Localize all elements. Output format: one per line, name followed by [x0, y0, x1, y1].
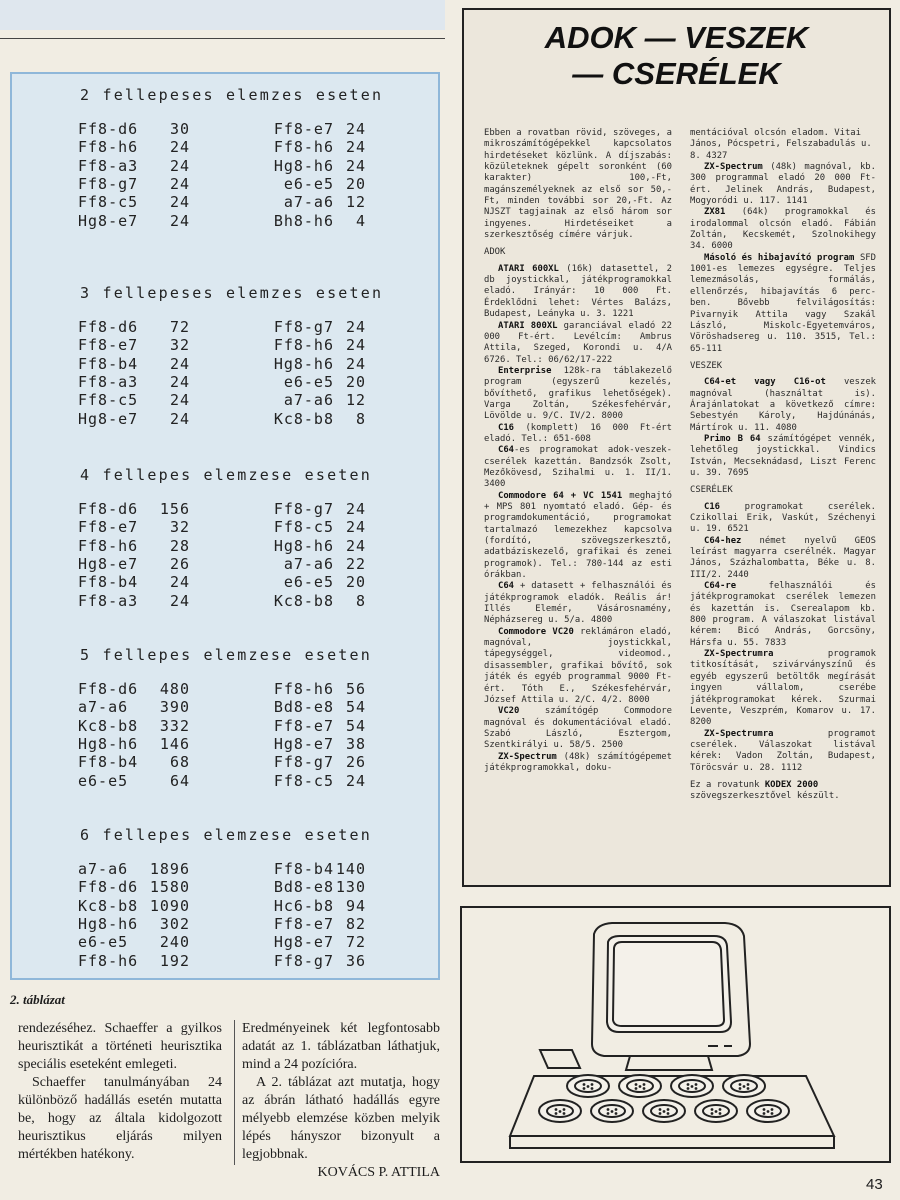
ad-keyword: Másoló és hibajavító program: [704, 252, 855, 263]
key-dot-drawing: [591, 1083, 594, 1086]
count-cell: 8: [355, 591, 366, 610]
count-cell: 24: [169, 156, 190, 175]
count-cell: 24: [345, 336, 366, 355]
move-cell: Ff8-c5: [78, 193, 139, 212]
ad-text: reklámáron eladó, magnóval, joystickkal, tápegységgel, videomod., disassembler, grafikai bővítő, sok játék és egyéb programmal 9000 Ft-ért. Tóth E., Székesfehérvár, József Attila u. 2/C. 4/2. 8000: [484, 626, 672, 705]
key-dot-drawing: [643, 1087, 646, 1090]
ad-text: veszek magnóval (használtat is). Árajánlatokat a következő címre: Sebestyén Károly, Hajdúnánás, Mártírok u. 11. 4080: [690, 377, 877, 433]
ad-keyword: C64: [498, 581, 515, 592]
ad-text: (komplett) 16 000 Ft-ért eladó. Tel.: 651-608: [484, 422, 672, 444]
move-cell: Hg8-e7: [78, 211, 139, 230]
move-cell: Ff8-g7: [273, 753, 334, 772]
count-cell: 24: [169, 573, 190, 592]
ad-keyword: ZX81: [704, 207, 726, 218]
computer-illustration: [462, 908, 889, 1161]
key-dot-drawing: [659, 1112, 662, 1115]
ad-text: német nyelvű GEOS leírást magyarra cserélnék. Magyar János, Százhalombatta, Béke u. 8. III/2. 2440: [690, 535, 876, 580]
key-dot-drawing: [771, 1108, 774, 1111]
move-cell: Ff8-g7: [273, 951, 334, 970]
move-cell: e6-e5: [283, 174, 334, 193]
move-cell: Ff8-b4: [78, 573, 139, 592]
key-dot-drawing: [643, 1083, 646, 1086]
key-dot-drawing: [747, 1087, 750, 1090]
move-cell: Ff8-c5: [273, 518, 334, 537]
key-dot-drawing: [563, 1108, 566, 1111]
count-cell: 332: [159, 716, 190, 735]
count-cell: 480: [159, 680, 190, 698]
ad-keyword: Primo B 64: [704, 433, 761, 444]
count-cell: 24: [169, 591, 190, 610]
count-cell: 72: [169, 318, 190, 336]
count-cell: 20: [345, 573, 366, 592]
key-dot-drawing: [659, 1108, 662, 1111]
ad-text: számítógép Commodore magnóval és dokumentációval eladó. Szabó László, Esztergom, Szentkirályi u. 58/5. 2500: [484, 706, 672, 751]
key-dot-drawing: [667, 1112, 670, 1115]
count-cell: 4: [355, 211, 366, 230]
ad-keyword: C64-hez: [704, 535, 742, 546]
key-dot-drawing: [767, 1110, 770, 1113]
key-dot-drawing: [639, 1085, 642, 1088]
move-cell: Hg8-h6: [78, 734, 139, 753]
ad-text: (16k) datasettel, 2 db joystickkal, játékprogramokkal eladó. Irányár: 10 000 Ft. Érdeklődni lehet: Vértes Balázs, Budapest, Leányka u. 3. 1221: [484, 263, 672, 320]
key-dot-drawing: [691, 1085, 694, 1088]
count-cell: 26: [345, 753, 366, 772]
move-cell: Ff8-d6: [78, 878, 139, 897]
body-column-left: [18, 1020, 222, 1164]
key-dot-drawing: [611, 1110, 614, 1113]
count-cell: 12: [345, 193, 366, 212]
move-cell: Ff8-e7: [273, 120, 334, 138]
count-cell: 24: [169, 372, 190, 391]
ad-item: [484, 581, 672, 626]
key-dot-drawing: [667, 1108, 670, 1111]
ad-item: [690, 729, 876, 774]
move-cell: Hc6-b8: [273, 896, 334, 915]
ad-item: [484, 366, 672, 423]
key-dot-drawing: [711, 1108, 714, 1111]
move-cell: Ff8-g7: [78, 174, 139, 193]
ad-text: (48k) számítógépemet játékprogramokkal, doku-: [484, 751, 672, 773]
key-dot-drawing: [687, 1083, 690, 1086]
move-cell: e6-e5: [78, 933, 129, 952]
key-dot-drawing: [583, 1087, 586, 1090]
count-cell: 24: [169, 193, 190, 212]
key-dot-drawing: [715, 1110, 718, 1113]
move-cell: Ff8-b4: [78, 354, 139, 373]
key-dot-drawing: [591, 1087, 594, 1090]
key-dot-drawing: [743, 1085, 746, 1088]
move-cell: Ff8-a3: [78, 372, 139, 391]
ad-item: [690, 649, 876, 728]
key-dot-drawing: [615, 1108, 618, 1111]
key-dot-drawing: [583, 1083, 586, 1086]
ad-keyword: Commodore VC20: [498, 626, 574, 637]
ad-text: meghajtó + MPS 801 nyomtató eladó. Gép- és programdokumentáció, programokat tartalmazó lemezekhez kapcsolva (fordító, szövegszerkesztő, adatbáziskezelő, grafikai és zenei programok). Tel.: 780-144 az esti órákban.: [484, 490, 672, 581]
count-cell: 24: [345, 138, 366, 157]
count-cell: 24: [345, 536, 366, 555]
body-paragraph: Schaeffer tanulmányában 24 különböző hadállás esetén mutatta be, hogy az általa kidolgozott heurisztikus eljárás milyen mértékben hatékony.: [18, 1075, 222, 1162]
key-dot-drawing: [687, 1087, 690, 1090]
ad-keyword: ZX-Spectrumra: [704, 728, 774, 739]
footer-text: Ez a rovatunk: [690, 779, 765, 790]
header-rule: [0, 38, 445, 39]
ad-item: [484, 321, 672, 366]
key-dot-drawing: [711, 1112, 714, 1115]
move-cell: Ff8-c5: [273, 771, 334, 790]
count-cell: 54: [345, 716, 366, 735]
move-cell: a7-a6: [283, 193, 334, 212]
count-cell: 302: [159, 914, 190, 933]
ad-item: [484, 627, 672, 706]
table-section-title: 6 fellepes elemzese eseten: [80, 826, 372, 844]
classifieds-box: [462, 8, 891, 887]
ad-item: [484, 491, 672, 582]
move-cell: Hg8-e7: [273, 734, 334, 753]
count-cell: 1896: [149, 860, 190, 878]
ad-keyword: ZX-Spectrum: [704, 162, 763, 173]
table-section-title: 4 fellepes elemzese eseten: [80, 466, 372, 484]
ad-keyword: ZX-Spectrum: [498, 751, 557, 762]
count-cell: 24: [169, 354, 190, 373]
ad-list: [690, 162, 876, 355]
move-cell: a7-a6: [78, 698, 129, 717]
ad-keyword: ATARI 800XL: [498, 320, 558, 331]
body-paragraph: A 2. táblázat azt mutatja, hogy az ábrán látható hadállás egyre mélyebb elemzése közben melyik lépés hányszor bizonyult a legjobbnak.: [242, 1075, 440, 1162]
ad-keyword: Commodore 64 + VC 1541: [498, 490, 623, 501]
ad-keyword: ATARI 600XL: [498, 263, 559, 274]
section-heading-adok: ADOK: [484, 247, 506, 258]
ad-item: [484, 445, 672, 490]
ad-keyword: C64-et vagy C16-ot: [704, 377, 826, 388]
count-cell: 64: [169, 771, 190, 790]
section-heading-cserelek: CSERÉLEK: [690, 485, 733, 496]
key-dot-drawing: [615, 1112, 618, 1115]
count-cell: 130: [335, 878, 366, 897]
key-dot-drawing: [663, 1110, 666, 1113]
body-paragraph: Eredményeinek két legfontosabb adatát az 1. táblázatban láthatjuk, mind a 24 pozícióra.: [242, 1021, 440, 1072]
count-cell: 68: [169, 753, 190, 772]
author-name: KOVÁCS P. ATTILA: [317, 1165, 440, 1180]
key-dot-drawing: [695, 1087, 698, 1090]
ad-item: [690, 434, 876, 479]
classifieds-headline: [464, 20, 889, 92]
footer-brand: KODEX 2000: [764, 779, 819, 790]
ad-text: programot cserélek. Válaszokat listával kérek: Vadon Zoltán, Budapest, Töröcsvár u. 28. 1112: [690, 728, 876, 773]
move-cell: Hg8-h6: [78, 914, 139, 933]
count-cell: 38: [345, 734, 366, 753]
move-cell: Ff8-e7: [78, 336, 139, 355]
move-cell: Hg8-e7: [78, 554, 139, 573]
key-dot-drawing: [719, 1112, 722, 1115]
count-cell: 24: [345, 518, 366, 537]
move-cell: Kc8-b8: [273, 409, 334, 428]
ad-text: + datasett + felhasználói és játékprogramok eladók. Reális ár! Illés Elemér, Vásárosnamény, Népházsereg u. 5/a. 4800: [484, 581, 672, 626]
ad-item: [484, 706, 672, 751]
count-cell: 24: [345, 771, 366, 790]
key-dot-drawing: [719, 1108, 722, 1111]
table-section-title: 3 fellepeses elemzes eseten: [80, 284, 384, 302]
move-cell: Ff8-a3: [78, 156, 139, 175]
move-cell: Ff8-e7: [273, 914, 334, 933]
ad-item: [484, 423, 672, 446]
move-cell: Ff8-g7: [273, 318, 334, 336]
classifieds-footer: [690, 780, 876, 803]
ad-text: (48k) magnóval, kb. 300 programmal eladó 20 000 Ft-ért. Jelinek András, Budapest, Mogyoródi u. 117. 1141: [690, 162, 876, 207]
table-section-title: 2 fellepeses elemzes eseten: [80, 86, 384, 104]
count-cell: 94: [345, 896, 366, 915]
body-paragraph: rendezéséhez. Schaeffer a gyilkos heurisztikát a történeti heurisztika speciális eseteként emlegeti.: [18, 1021, 222, 1072]
classifieds-column-right: [690, 128, 876, 803]
move-cell: Hg8-h6: [273, 536, 334, 555]
headline-line: — CSERÉLEK: [572, 56, 781, 91]
move-cell: Ff8-h6: [273, 138, 334, 157]
move-cell: Kc8-b8: [78, 896, 139, 915]
count-cell: 24: [169, 211, 190, 230]
section-heading-veszek: VESZEK: [690, 360, 723, 371]
ad-item: [690, 502, 876, 536]
ad-keyword: Enterprise: [498, 365, 552, 376]
count-cell: 146: [159, 734, 190, 753]
ad-text: programokat cserélek. Czikollai Erik, Vaskút, Széchenyi u. 19. 6521: [690, 501, 876, 535]
headline-line: ADOK — VESZEK: [544, 20, 809, 55]
count-cell: 24: [169, 391, 190, 410]
key-dot-drawing: [555, 1108, 558, 1111]
move-cell: Ff8-h6: [78, 536, 139, 555]
move-cell: e6-e5: [283, 372, 334, 391]
move-cell: Hg8-e7: [78, 409, 139, 428]
ad-text: -es programokat adok-veszek-cserélek kazettán. Bandzsók Zsolt, Mezőkövesd, Szihalmi u. 1. II/1. 3400: [484, 445, 672, 490]
key-dot-drawing: [555, 1112, 558, 1115]
ad-item: [690, 207, 876, 252]
key-dot-drawing: [763, 1108, 766, 1111]
move-cell: Ff8-b4: [78, 753, 139, 772]
move-cell: Ff8-e7: [273, 716, 334, 735]
ad-list: [690, 377, 876, 479]
move-cell: Ff8-b4: [273, 860, 334, 878]
body-column-right: [242, 1020, 440, 1182]
count-cell: 24: [345, 318, 366, 336]
move-cell: Hg8-e7: [273, 933, 334, 952]
ad-keyword: ZX-Spectrumra: [704, 649, 774, 660]
classifieds-column-left: [484, 128, 672, 774]
move-cell: Ff8-g7: [273, 500, 334, 518]
ad-text: számítógépet vennék, lehetőleg joystickkal. Vindics István, Mecseknádasd, Liszt Ferenc u. 39. 7695: [690, 433, 876, 478]
count-cell: 82: [345, 914, 366, 933]
move-cell: Ff8-h6: [78, 951, 139, 970]
ad-text: SFD 1001-es lemezes egységre. Teljes lemezmásolás, formálás, ellenőrzés, hibajavítás 6 perc-ben. Bővebb felvilágosítás: Pivarnyik Attila vagy Szakál László, Miskolc-Egyetemváros, Vöröshadsereg u. 110. 3515, Tel.: 65-111: [690, 252, 876, 354]
key-dot-drawing: [739, 1087, 742, 1090]
move-cell: a7-a6: [78, 860, 129, 878]
key-dot-drawing: [635, 1083, 638, 1086]
key-dot-drawing: [747, 1083, 750, 1086]
move-cell: Hg8-h6: [273, 156, 334, 175]
count-cell: 72: [345, 933, 366, 952]
count-cell: 390: [159, 698, 190, 717]
count-cell: 24: [169, 409, 190, 428]
move-cell: Ff8-d6: [78, 120, 139, 138]
ad-text: garanciával eladó 22 000 Ft-ért. Levélcím: Ambrus Attila, Szeged, Korondi u. 4/A 6726. Tel.: 06/62/17-222: [484, 320, 672, 365]
key-dot-drawing: [771, 1112, 774, 1115]
computer-illustration-frame: [460, 906, 891, 1163]
ad-item: [690, 377, 876, 434]
count-cell: 56: [345, 680, 366, 698]
move-cell: Ff8-h6: [273, 680, 334, 698]
key-dot-drawing: [763, 1112, 766, 1115]
count-cell: 32: [169, 518, 190, 537]
key-dot-drawing: [559, 1110, 562, 1113]
ad-item: [690, 581, 876, 649]
move-cell: e6-e5: [78, 771, 129, 790]
ad-keyword: C16: [498, 422, 515, 433]
move-cell: Kc8-b8: [78, 716, 139, 735]
key-dot-drawing: [695, 1083, 698, 1086]
ad-text: felhasználói és játékprogramokat cserélek lemezen és kazettán is. Cserealapom kb. 800 program. A válaszokat listával kérem: Bicó András, Gorcsöny, Hársfa u. 55. 7833: [690, 581, 876, 648]
ad-item: [690, 253, 876, 355]
ad-continuation: mentációval olcsón eladom. Vitai János, Pócspetri, Felszabadulás u. 8. 4327: [690, 128, 872, 161]
key-dot-drawing: [563, 1112, 566, 1115]
ad-list: [690, 502, 876, 774]
ad-item: [484, 264, 672, 321]
move-cell: Ff8-e7: [78, 518, 139, 537]
ad-text: programok titkosítását, szivárványszínű és egyéb egyszerű betöltők megírását ingyen vállalom, cserébe játékprogramokat kérek. Szurmai Levente, Veszprém, Komarov u. 17. 8200: [690, 649, 876, 728]
count-cell: 24: [345, 120, 366, 138]
count-cell: 140: [335, 860, 366, 878]
move-cell: Ff8-a3: [78, 591, 139, 610]
ad-item: [484, 752, 672, 775]
count-cell: 156: [159, 500, 190, 518]
move-cell: Ff8-d6: [78, 318, 139, 336]
count-cell: 8: [355, 409, 366, 428]
top-color-band: [0, 0, 445, 30]
ad-keyword: C64-re: [704, 581, 737, 592]
key-dot-drawing: [587, 1085, 590, 1088]
ad-keyword: VC20: [498, 706, 520, 717]
count-cell: 24: [169, 138, 190, 157]
key-dot-drawing: [607, 1108, 610, 1111]
count-cell: 26: [169, 554, 190, 573]
ad-item: [690, 536, 876, 581]
ad-text: 128k-ra táblakezelő program (egyszerű kezelés, bővíthető, grafikus lehetőségek). Varga Zoltán, Székesfehérvár, Lövölde u. 9/C. IV/2. 8000: [484, 365, 672, 422]
page-number: 43: [866, 1176, 883, 1193]
ad-text: (64k) programokkal és irodalommal olcsón eladó. Fábián Zoltán, Kecskemét, Szolnokihegy 34. 6000: [690, 207, 876, 252]
move-cell: Ff8-d6: [78, 680, 139, 698]
table-caption: 2. táblázat: [10, 992, 65, 1007]
count-cell: 240: [159, 933, 190, 952]
move-cell: a7-a6: [283, 391, 334, 410]
count-cell: 1580: [149, 878, 190, 897]
count-cell: 54: [345, 698, 366, 717]
count-cell: 30: [169, 120, 190, 138]
key-dot-drawing: [739, 1083, 742, 1086]
analysis-table: [10, 72, 440, 980]
count-cell: 24: [345, 500, 366, 518]
count-cell: 12: [345, 391, 366, 410]
ad-keyword: C64: [498, 445, 515, 456]
footer-text: szövegszerkesztővel készült.: [690, 791, 840, 802]
move-cell: Ff8-c5: [78, 391, 139, 410]
move-cell: Hg8-h6: [273, 354, 334, 373]
move-cell: Ff8-d6: [78, 500, 139, 518]
move-cell: e6-e5: [283, 573, 334, 592]
move-cell: Bd8-e8: [273, 698, 334, 717]
move-cell: Kc8-b8: [273, 591, 334, 610]
ad-list: [484, 264, 672, 774]
move-cell: Ff8-h6: [78, 138, 139, 157]
table-section-title: 5 fellepes elemzese eseten: [80, 646, 372, 664]
count-cell: 24: [345, 156, 366, 175]
move-cell: Ff8-h6: [273, 336, 334, 355]
count-cell: 20: [345, 372, 366, 391]
move-cell: Bh8-h6: [273, 211, 334, 230]
count-cell: 28: [169, 536, 190, 555]
ad-keyword: C16: [704, 501, 721, 512]
count-cell: 24: [345, 354, 366, 373]
classifieds-intro: Ebben a rovatban rövid, szöveges, a mikroszámítógépekkel kapcsolatos hirdetéseket közlünk. A díjszabás: közületeknek gépelt soronként (60 karakter) 100,-Ft, magánszemélyeknek az első sor 50,-Ft, minden további sor 20,-Ft. Az NJSZT tagjainak az első három sor ingyenes. Hirdetéseiket a szerkesztőség címére várjuk.: [484, 128, 672, 241]
count-cell: 20: [345, 174, 366, 193]
key-dot-drawing: [607, 1112, 610, 1115]
count-cell: 32: [169, 336, 190, 355]
ad-item: [690, 162, 876, 207]
move-cell: Bd8-e8: [273, 878, 334, 897]
count-cell: 192: [159, 951, 190, 970]
column-divider: [234, 1020, 235, 1165]
key-dot-drawing: [635, 1087, 638, 1090]
count-cell: 1090: [149, 896, 190, 915]
count-cell: 22: [345, 554, 366, 573]
count-cell: 24: [169, 174, 190, 193]
move-cell: a7-a6: [283, 554, 334, 573]
count-cell: 36: [345, 951, 366, 970]
